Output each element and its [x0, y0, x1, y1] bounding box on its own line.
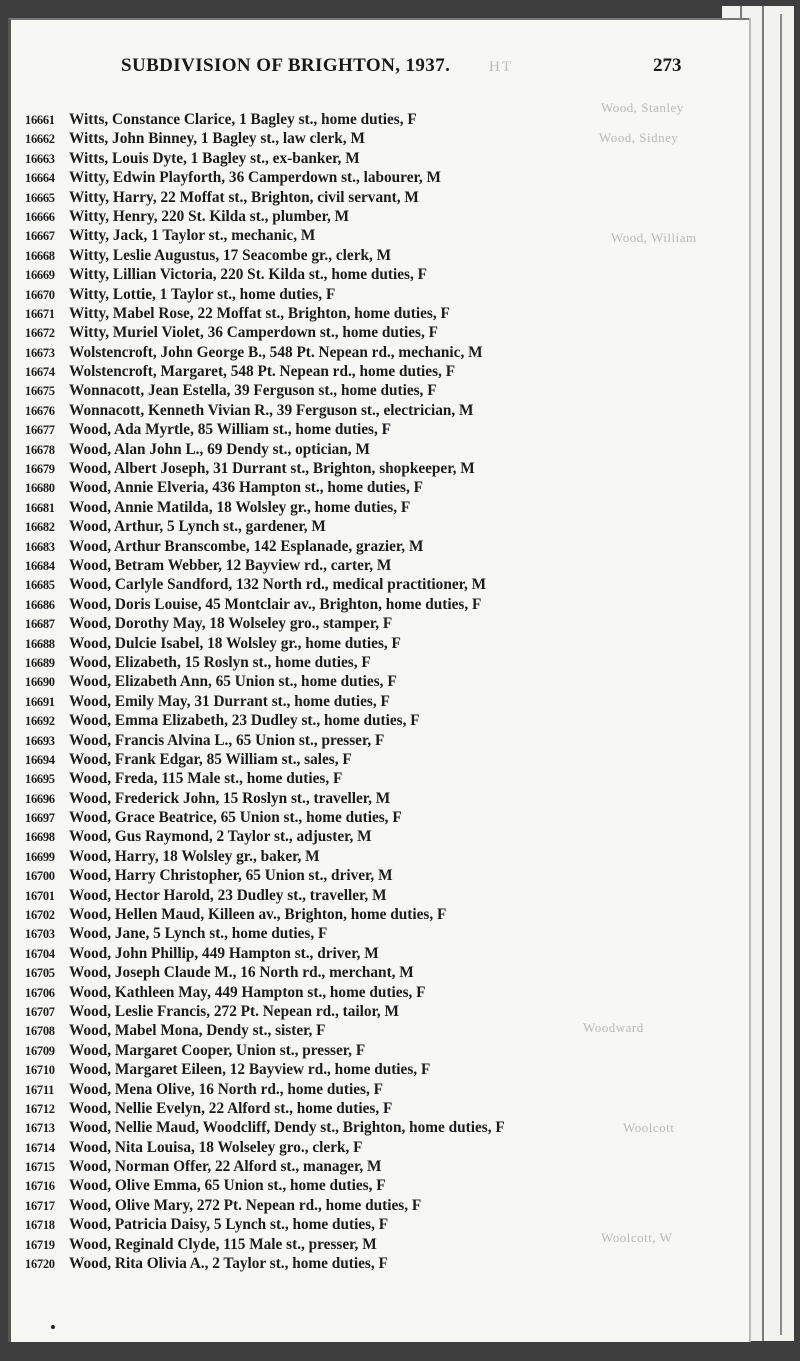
- entry-text: Wood, Arthur Branscombe, 142 Esplanade, grazier, M: [69, 537, 424, 555]
- entry-text: Wood, Gus Raymond, 2 Taylor st., adjuster, M: [69, 828, 372, 846]
- entry-text: Wood, Rita Olivia A., 2 Taylor st., home duties, F: [69, 1255, 388, 1273]
- list-item: [11, 207, 731, 226]
- entry-text: Witty, Edwin Playforth, 36 Camperdown st., labourer, M: [69, 169, 441, 187]
- entry-number: 16711: [25, 1082, 55, 1097]
- entry-number: 16715: [25, 1160, 55, 1175]
- entry-text: Wood, Emma Elizabeth, 23 Dudley st., home duties, F: [69, 712, 420, 730]
- list-item: [11, 1021, 731, 1040]
- list-item: [11, 1118, 731, 1137]
- entry-text: Wood, Jane, 5 Lynch st., home duties, F: [69, 925, 328, 943]
- entry-number: 16714: [25, 1140, 55, 1155]
- entry-text: Wood, Norman Offer, 22 Alford st., manager, M: [69, 1158, 382, 1176]
- entry-number: 16661: [25, 113, 55, 127]
- entry-number: 16692: [25, 714, 55, 729]
- entry-number: 16667: [25, 229, 55, 244]
- entry-text: Wood, Annie Elveria, 436 Hampton st., home duties, F: [69, 479, 423, 497]
- list-item: [11, 634, 731, 653]
- entry-text: Wood, Carlyle Sandford, 132 North rd., medical practitioner, M: [69, 576, 487, 594]
- list-item: [11, 963, 731, 982]
- entry-text: Wood, Freda, 115 Male st., home duties, F: [69, 770, 343, 788]
- list-item: [11, 1060, 731, 1079]
- list-item: [11, 614, 731, 633]
- list-item: [11, 769, 731, 788]
- entry-number: 16684: [25, 558, 55, 573]
- entry-text: Wood, Dorothy May, 18 Wolseley gro., stamper, F: [69, 615, 393, 633]
- list-item: [11, 750, 731, 769]
- list-item: [11, 304, 731, 323]
- list-item: [11, 498, 731, 517]
- list-item: [11, 692, 731, 711]
- entry-list: [11, 110, 731, 1273]
- entry-number: 16699: [25, 849, 55, 864]
- list-item: [11, 1041, 731, 1060]
- entry-number: 16709: [25, 1043, 55, 1058]
- entry-number: 16682: [25, 520, 55, 535]
- entry-text: Wood, Betram Webber, 12 Bayview rd., carter, M: [69, 556, 392, 574]
- entry-number: 16710: [25, 1063, 55, 1078]
- list-item: [11, 886, 731, 905]
- entry-text: Wood, Nellie Maud, Woodcliff, Dendy st., Brighton, home duties, F: [69, 1119, 505, 1137]
- page-number: 273: [653, 55, 682, 76]
- list-item: [11, 924, 731, 943]
- entry-number: 16668: [25, 248, 55, 263]
- entry-number: 16695: [25, 772, 55, 787]
- entry-number: 16702: [25, 908, 55, 923]
- entry-number: 16666: [25, 209, 55, 224]
- bleed-through: Wood, William: [611, 230, 697, 245]
- entry-number: 16720: [25, 1257, 55, 1272]
- entry-number: 16681: [25, 500, 55, 515]
- entry-number: 16706: [25, 985, 55, 1000]
- entry-text: Wood, Albert Joseph, 31 Durrant st., Brighton, shopkeeper, M: [69, 460, 475, 478]
- entry-text: Witts, Constance Clarice, 1 Bagley st., home duties, F: [69, 111, 417, 128]
- list-item: [11, 110, 731, 129]
- entry-text: Wood, John Phillip, 449 Hampton st., driver, M: [69, 944, 379, 962]
- page-header: [11, 55, 749, 85]
- entry-number: 16673: [25, 345, 55, 360]
- entry-number: 16694: [25, 752, 55, 767]
- list-item: [11, 246, 731, 265]
- entry-number: 16679: [25, 462, 55, 477]
- entry-text: Wood, Patricia Daisy, 5 Lynch st., home duties, F: [69, 1216, 389, 1234]
- entry-text: Wood, Frederick John, 15 Roslyn st., traveller, M: [69, 789, 391, 807]
- entry-number: 16680: [25, 481, 55, 496]
- entry-text: Witts, John Binney, 1 Bagley st., law clerk, M: [69, 130, 365, 148]
- entry-number: 16664: [25, 171, 55, 186]
- list-item: [11, 149, 731, 168]
- entry-number: 16687: [25, 617, 55, 632]
- list-item: [11, 1099, 731, 1118]
- entry-number: 16713: [25, 1121, 55, 1136]
- page-title: SUBDIVISION OF BRIGHTON, 1937.: [121, 55, 451, 76]
- list-item: [11, 575, 731, 594]
- entry-text: Wood, Joseph Claude M., 16 North rd., merchant, M: [69, 964, 414, 982]
- list-item: [11, 459, 731, 478]
- entry-text: Witty, Lillian Victoria, 220 St. Kilda st., home duties, F: [69, 266, 427, 284]
- list-item: [11, 343, 731, 362]
- list-item: [11, 188, 731, 207]
- entry-text: Wonnacott, Jean Estella, 39 Ferguson st., home duties, F: [69, 382, 437, 400]
- entry-number: 16689: [25, 655, 55, 670]
- entry-number: 16662: [25, 132, 55, 147]
- entry-text: Witty, Lottie, 1 Taylor st., home duties, F: [69, 285, 336, 303]
- entry-text: Wood, Nellie Evelyn, 22 Alford st., home duties, F: [69, 1099, 393, 1117]
- list-item: [11, 711, 731, 730]
- entry-text: Witty, Leslie Augustus, 17 Seacombe gr., clerk, M: [69, 246, 392, 264]
- entry-text: Witty, Mabel Rose, 22 Moffat st., Brighton, home duties, F: [69, 304, 450, 322]
- entry-text: Wood, Nita Louisa, 18 Wolseley gro., clerk, F: [69, 1138, 363, 1156]
- entry-text: Witty, Jack, 1 Taylor st., mechanic, M: [69, 227, 316, 245]
- entry-text: Wood, Olive Mary, 272 Pt. Nepean rd., home duties, F: [69, 1196, 422, 1214]
- bleed-through: Woodward: [583, 1020, 644, 1035]
- list-item: [11, 420, 731, 439]
- entry-text: Wood, Mena Olive, 16 North rd., home duties, F: [69, 1080, 384, 1098]
- entry-text: Wood, Kathleen May, 449 Hampton st., home duties, F: [69, 983, 426, 1001]
- entry-text: Wood, Frank Edgar, 85 William st., sales, F: [69, 750, 352, 768]
- list-item: [11, 401, 731, 420]
- entry-number: 16707: [25, 1004, 55, 1019]
- list-item: [11, 517, 731, 536]
- entry-number: 16700: [25, 869, 55, 884]
- entry-number: 16676: [25, 403, 55, 418]
- entry-text: Wood, Doris Louise, 45 Montclair av., Brighton, home duties, F: [69, 595, 482, 613]
- entry-text: Wood, Leslie Francis, 272 Pt. Nepean rd., tailor, M: [69, 1002, 399, 1020]
- ink-speck: [51, 1325, 55, 1329]
- list-item: [11, 1215, 731, 1234]
- list-item: [11, 1002, 731, 1021]
- entry-number: 16716: [25, 1179, 55, 1194]
- entry-text: Wolstencroft, Margaret, 548 Pt. Nepean rd., home duties, F: [69, 363, 456, 381]
- entry-number: 16675: [25, 384, 55, 399]
- entry-number: 16717: [25, 1198, 55, 1213]
- entry-text: Wolstencroft, John George B., 548 Pt. Nepean rd., mechanic, M: [69, 343, 483, 361]
- entry-number: 16696: [25, 791, 55, 806]
- list-item: [11, 944, 731, 963]
- entry-number: 16669: [25, 268, 55, 283]
- entry-text: Wood, Hellen Maud, Killeen av., Brighton, home duties, F: [69, 906, 447, 924]
- list-item: [11, 440, 731, 459]
- list-item: [11, 478, 731, 497]
- list-item: [11, 285, 731, 304]
- entry-text: Wood, Francis Alvina L., 65 Union st., presser, F: [69, 731, 385, 749]
- entry-text: Wood, Margaret Cooper, Union st., presser, F: [69, 1041, 366, 1059]
- list-item: [11, 731, 731, 750]
- list-item: [11, 789, 731, 808]
- bleed-through: Wood, Sidney: [599, 130, 679, 145]
- list-item: [11, 653, 731, 672]
- entry-text: Wood, Annie Matilda, 18 Wolsley gr., home duties, F: [69, 498, 411, 516]
- entry-number: 16703: [25, 927, 55, 942]
- entry-number: 16693: [25, 733, 55, 748]
- entry-text: Wood, Emily May, 31 Durrant st., home duties, F: [69, 692, 390, 710]
- entry-text: Witty, Harry, 22 Moffat st., Brighton, civil servant, M: [69, 188, 419, 206]
- entry-text: Wonnacott, Kenneth Vivian R., 39 Ferguson st., electrician, M: [69, 401, 474, 419]
- list-item: [11, 866, 731, 885]
- entry-number: 16705: [25, 966, 55, 981]
- entry-number: 16688: [25, 636, 55, 651]
- entry-text: Witts, Louis Dyte, 1 Bagley st., ex-banker, M: [69, 149, 360, 167]
- entry-text: Wood, Dulcie Isabel, 18 Wolsley gr., home duties, F: [69, 634, 401, 652]
- list-item: [11, 129, 731, 148]
- bleed-through-text: HT: [489, 59, 513, 75]
- bleed-through: Woolcott: [623, 1120, 675, 1135]
- entry-text: Witty, Henry, 220 St. Kilda st., plumber, M: [69, 207, 350, 225]
- list-item: [11, 1235, 731, 1254]
- entry-text: Wood, Elizabeth Ann, 65 Union st., home duties, F: [69, 673, 397, 691]
- entry-number: 16672: [25, 326, 55, 341]
- list-item: [11, 265, 731, 284]
- entry-text: Wood, Reginald Clyde, 115 Male st., presser, M: [69, 1235, 377, 1253]
- entry-number: 16719: [25, 1237, 55, 1252]
- entry-number: 16678: [25, 442, 55, 457]
- entry-text: Wood, Hector Harold, 23 Dudley st., traveller, M: [69, 886, 387, 904]
- entry-number: 16685: [25, 578, 55, 593]
- bleed-through: Wood, Stanley: [601, 100, 684, 115]
- list-item: [11, 226, 731, 245]
- entry-number: 16690: [25, 675, 55, 690]
- list-item: [11, 168, 731, 187]
- list-item: [11, 1080, 731, 1099]
- list-item: [11, 556, 731, 575]
- entry-text: Wood, Arthur, 5 Lynch st., gardener, M: [69, 518, 326, 536]
- entry-text: Wood, Ada Myrtle, 85 William st., home duties, F: [69, 421, 391, 439]
- entry-number: 16683: [25, 539, 55, 554]
- entry-text: Wood, Elizabeth, 15 Roslyn st., home duties, F: [69, 653, 371, 671]
- entry-number: 16708: [25, 1024, 55, 1039]
- entry-text: Wood, Alan John L., 69 Dendy st., optician, M: [69, 440, 370, 458]
- entry-number: 16697: [25, 811, 55, 826]
- list-item: [11, 983, 731, 1002]
- list-item: [11, 847, 731, 866]
- list-item: [11, 381, 731, 400]
- list-item: [11, 362, 731, 381]
- entry-number: 16670: [25, 287, 55, 302]
- bleed-through: Woolcott, W: [601, 1230, 673, 1245]
- entry-number: 16686: [25, 597, 55, 612]
- list-item: [11, 1157, 731, 1176]
- list-item: [11, 595, 731, 614]
- entry-text: Wood, Harry Christopher, 65 Union st., driver, M: [69, 867, 393, 885]
- list-item: [11, 1138, 731, 1157]
- entry-number: 16712: [25, 1101, 55, 1116]
- list-item: [11, 905, 731, 924]
- entry-number: 16671: [25, 306, 55, 321]
- entry-number: 16691: [25, 694, 55, 709]
- entry-number: 16698: [25, 830, 55, 845]
- entry-text: Wood, Olive Emma, 65 Union st., home duties, F: [69, 1177, 386, 1195]
- list-item: [11, 1196, 731, 1215]
- list-item: [11, 1176, 731, 1195]
- entry-text: Witty, Muriel Violet, 36 Camperdown st., home duties, F: [69, 324, 438, 342]
- entry-number: 16718: [25, 1218, 55, 1233]
- register-page: [8, 18, 749, 1342]
- entry-number: 16665: [25, 190, 55, 205]
- list-item: [11, 1254, 731, 1273]
- entry-text: Wood, Harry, 18 Wolsley gr., baker, M: [69, 847, 320, 865]
- entry-text: Wood, Margaret Eileen, 12 Bayview rd., home duties, F: [69, 1061, 431, 1079]
- list-item: [11, 808, 731, 827]
- list-item: [11, 827, 731, 846]
- entry-number: 16674: [25, 365, 55, 380]
- entry-number: 16677: [25, 423, 55, 438]
- list-item: [11, 537, 731, 556]
- entry-number: 16701: [25, 888, 55, 903]
- entry-number: 16663: [25, 151, 55, 166]
- list-item: [11, 672, 731, 691]
- entry-number: 16704: [25, 946, 55, 961]
- entry-text: Wood, Mabel Mona, Dendy st., sister, F: [69, 1022, 326, 1040]
- list-item: [11, 323, 731, 342]
- entry-text: Wood, Grace Beatrice, 65 Union st., home duties, F: [69, 809, 402, 827]
